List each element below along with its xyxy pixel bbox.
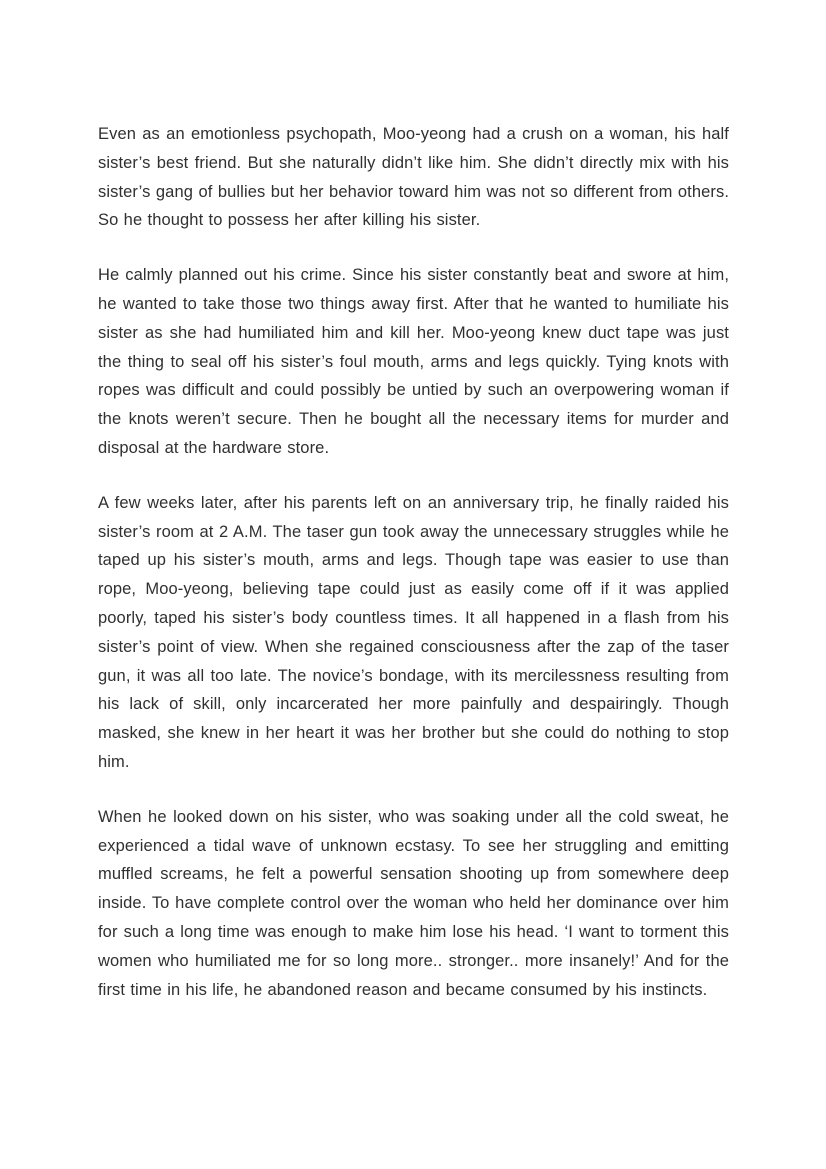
- story-text-block: [98, 120, 729, 1004]
- story-paragraph-1: Even as an emotionless psychopath, Moo-yeong had a crush on a woman, his half sister’s best friend. But she naturally didn’t like him. She didn’t directly mix with his sister’s gang of bullies but her behavior toward him was not so different from others. So he thought to possess her after killing his sister.: [98, 125, 729, 230]
- story-paragraph-2: He calmly planned out his crime. Since his sister constantly beat and swore at him, he wanted to take those two things away first. After that he wanted to humiliate his sister as she had humiliated him and kill her. Moo-yeong knew duct tape was just the thing to seal off his sister’s foul mouth, arms and legs quickly. Tying knots with ropes was difficult and could possibly be untied by such an overpowering woman if the knots weren’t secure. Then he bought all the necessary items for murder and disposal at the hardware store.: [98, 266, 729, 457]
- story-paragraph-3: A few weeks later, after his parents left on an anniversary trip, he finally raided his sister’s room at 2 A.M. The taser gun took away the unnecessary struggles while he taped up his sister’s mouth, arms and legs. Though tape was easier to use than rope, Moo-yeong, believing tape could just as easily come off if it was applied poorly, taped his sister’s body countless times. It all happened in a flash from his sister’s point of view. When she regained consciousness after the zap of the taser gun, it was all too late. The novice’s bondage, with its mercilessness resulting from his lack of skill, only incarcerated her more painfully and despairingly. Though masked, she knew in her heart it was her brother but she could do nothing to stop him.: [98, 493, 729, 771]
- story-paragraph-4: When he looked down on his sister, who was soaking under all the cold sweat, he experienced a tidal wave of unknown ecstasy. To see her struggling and emitting muffled screams, he felt a powerful sensation shooting up from somewhere deep inside. To have complete control over the woman who held her dominance over him for such a long time was enough to make him lose his head. ‘I want to torment this women who humiliated me for so long more.. stronger.. more insanely!’ And for the first time in his life, he abandoned reason and became consumed by his instincts.: [98, 807, 729, 999]
